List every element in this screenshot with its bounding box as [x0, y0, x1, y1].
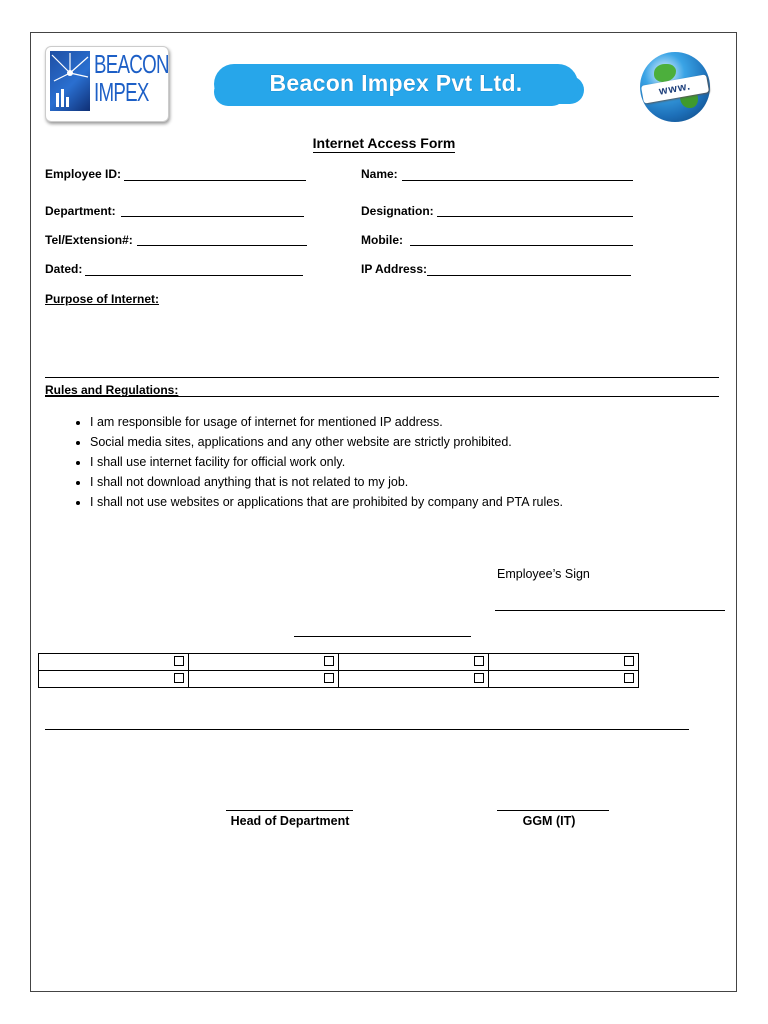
purpose-field[interactable]: [45, 377, 719, 378]
employee-sign-label: Employee’s Sign: [497, 567, 590, 581]
department-field[interactable]: [121, 216, 304, 217]
dated-field[interactable]: [85, 275, 303, 276]
logo-word-impex: IMPEX: [94, 77, 149, 107]
company-logo: [45, 46, 169, 122]
department-label: Department:: [45, 204, 116, 218]
blank-signature-line[interactable]: [294, 636, 471, 637]
rule-item: • Social media sites, applications and any other website are strictly prohibited.: [90, 432, 563, 452]
designation-label: Designation:: [361, 204, 434, 218]
company-name: Beacon Impex Pvt Ltd.: [269, 70, 523, 96]
name-field[interactable]: [402, 180, 633, 181]
logo-word-beacon: BEACON: [94, 49, 169, 79]
rule-item: • I shall not use websites or applications that are prohibited by company and PTA rules.: [90, 492, 563, 512]
ip-address-field[interactable]: [427, 275, 631, 276]
designation-field[interactable]: [437, 216, 633, 217]
ggm-signature-line[interactable]: [497, 810, 609, 811]
checkbox[interactable]: [174, 673, 184, 683]
form-title: Internet Access Form: [312, 135, 456, 151]
hod-caption: Head of Department: [230, 814, 350, 828]
globe-icon: [640, 52, 710, 122]
mobile-field[interactable]: [410, 245, 633, 246]
checkbox[interactable]: [624, 673, 634, 683]
checkbox-table: [38, 653, 639, 688]
checkbox[interactable]: [474, 656, 484, 666]
checkbox[interactable]: [624, 656, 634, 666]
checkbox[interactable]: [324, 673, 334, 683]
rules-list: [68, 412, 563, 512]
rules-divider: [45, 396, 719, 397]
checkbox[interactable]: [324, 656, 334, 666]
tel-extension-field[interactable]: [137, 245, 307, 246]
rule-item: • I am responsible for usage of internet for mentioned IP address.: [90, 412, 563, 432]
rule-item: • I shall not download anything that is not related to my job.: [90, 472, 563, 492]
checkbox[interactable]: [174, 656, 184, 666]
ip-address-label: IP Address:: [361, 262, 428, 276]
table-row: [39, 671, 639, 688]
star-burst-icon: [50, 51, 90, 111]
ggm-caption: GGM (IT): [522, 814, 576, 828]
employee-id-label: Employee ID:: [45, 167, 122, 181]
dated-label: Dated:: [45, 262, 83, 276]
hod-signature-line[interactable]: [226, 810, 353, 811]
mobile-label: Mobile:: [361, 233, 403, 247]
company-banner: [214, 64, 578, 104]
name-label: Name:: [361, 167, 398, 181]
employee-sign-line[interactable]: [495, 610, 725, 611]
www-tag: www.: [641, 74, 709, 103]
checkbox[interactable]: [474, 673, 484, 683]
purpose-heading: Purpose of Internet:: [45, 292, 160, 306]
tel-extension-label: Tel/Extension#:: [45, 233, 133, 247]
employee-id-field[interactable]: [124, 180, 306, 181]
rule-item: • I shall use internet facility for official work only.: [90, 452, 563, 472]
rules-heading: Rules and Regulations:: [45, 383, 179, 397]
section-divider: [45, 729, 689, 730]
table-row: [39, 654, 639, 671]
